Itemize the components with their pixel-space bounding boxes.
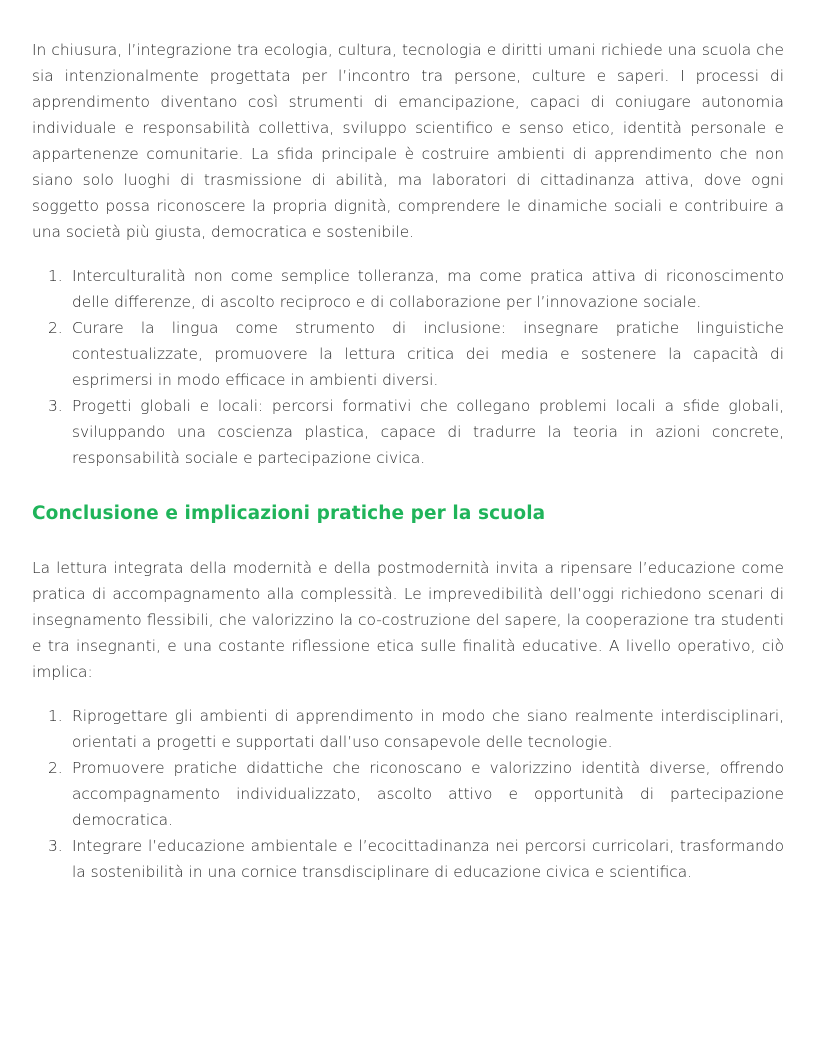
list-item xyxy=(32,393,784,471)
intro-paragraph: In chiusura, l’integrazione tra ecologia, cultura, tecnologia e diritti umani richiede una scuola che sia intenzionalmente progettata per l’incontro tra persone, culture e saperi. I processi di apprendimento diventano così strumenti di emancipazione, capaci di coniugare autonomia individuale e responsabilità collettiva, sviluppo scientifico e senso etico, identità personale e appartenenze comunitarie. La sfida principale è costruire ambienti di apprendimento che non siano solo luoghi di trasmissione di abilità, ma laboratori di cittadinanza attiva, dove ogni soggetto possa riconoscere la propria dignità, comprendere le dinamiche sociali e contribuire a una società più giusta, democratica e sostenibile. xyxy=(32,41,784,241)
document-page xyxy=(32,37,784,885)
list-item-text: Progetti globali e locali: percorsi formativi che collegano problemi locali a sfide globali, sviluppando una coscienza plastica, capace di tradurre la teoria in azioni concrete, responsabilità sociale e partecipazione civica. xyxy=(72,397,784,467)
list-item-number: 3. xyxy=(48,837,63,855)
implications-list xyxy=(32,703,784,885)
list-item xyxy=(32,315,784,393)
list-item-text: Promuovere pratiche didattiche che riconoscano e valorizzino identità diverse, offrendo accompagnamento individualizzato, ascolto attivo e opportunità di partecipazione democratica. xyxy=(72,759,784,829)
list-item xyxy=(32,703,784,755)
list-item-number: 1. xyxy=(48,267,63,285)
conclusion-paragraph: La lettura integrata della modernità e della postmodernità invita a ripensare l’educazione come pratica di accompagnamento alla complessità. Le imprevedibilità dell’oggi richiedono scenari di insegnamento flessibili, che valorizzino la co-costruzione del sapere, la cooperazione tra studenti e tra insegnanti, e una costante riflessione etica sulle finalità educative. A livello operativo, ciò implica: xyxy=(32,559,784,681)
list-item xyxy=(32,263,784,315)
list-item-number: 1. xyxy=(48,707,63,725)
section-heading: Conclusione e implicazioni pratiche per la scuola xyxy=(32,503,546,524)
list-item-number: 2. xyxy=(48,759,63,777)
list-item xyxy=(32,833,784,885)
list-item-text: Riprogettare gli ambienti di apprendimento in modo che siano realmente interdisciplinari, orientati a progetti e supportati dall’uso consapevole delle tecnologie. xyxy=(72,707,784,751)
principles-list xyxy=(32,263,784,471)
list-item-text: Interculturalità non come semplice tolleranza, ma come pratica attiva di riconoscimento delle differenze, di ascolto reciproco e di collaborazione per l’innovazione sociale. xyxy=(72,267,784,311)
list-item-number: 2. xyxy=(48,319,63,337)
list-item-number: 3. xyxy=(48,397,63,415)
list-item-text: Curare la lingua come strumento di inclusione: insegnare pratiche linguistiche contestualizzate, promuovere la lettura critica dei media e sostenere la capacità di esprimersi in modo efficace in ambienti diversi. xyxy=(72,319,784,389)
list-item-text: Integrare l’educazione ambientale e l’ecocittadinanza nei percorsi curricolari, trasformando la sostenibilità in una cornice transdisciplinare di educazione civica e scientifica. xyxy=(72,837,784,881)
list-item xyxy=(32,755,784,833)
